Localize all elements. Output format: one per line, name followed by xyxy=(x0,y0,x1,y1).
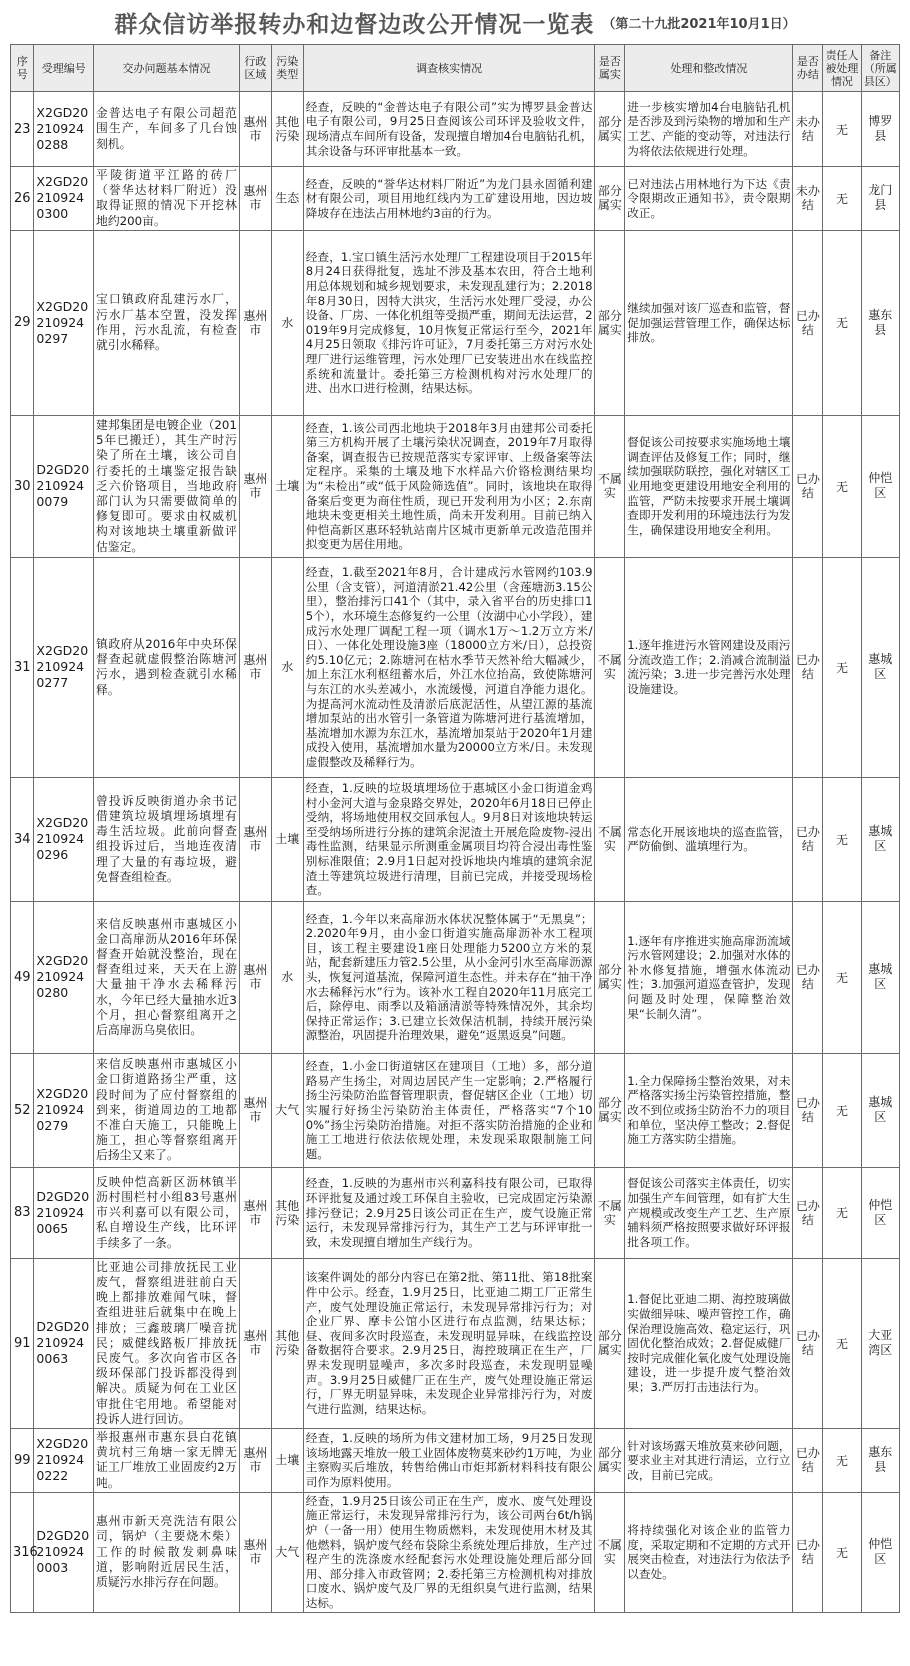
cell-issue: 来信反映惠州市惠城区小金口高扉沥从2016年环保督查开始就没整治，现在督查组过来，天天在上游大量抽干净水去稀释污水，今年已经大量抽水近3个月，担心督察组离开之后高扉沥乌臭依旧。 xyxy=(94,901,240,1053)
cell-investigation: 经查，1.该公司西北地块于2018年3月由建邦公司委托第三方机构开展了土壤污染状况调查，2019年7月取得备案，调查报告已按规范落实专家评审、上级备案等法定程序。采集的土壤及地下水样品六价铬检测结果均为“未检出”或“低于风险筛选值”。同时，该地块在取得备案后变更为商住性质，现已开发利用为小区；2.东南地块未变更相关土地性质，尚未开发利用。目前已纳入仲恺高新区惠环轻轨站南片区城市更新单元改造范围并拟变更为居住用地。 xyxy=(303,415,595,557)
cell-code: X2GD2021092402​96 xyxy=(34,777,94,901)
table-row xyxy=(11,1429,900,1493)
header-remark: 备注（所属县区） xyxy=(861,45,899,92)
cell-no: 52 xyxy=(11,1053,34,1167)
cell-no: 49 xyxy=(11,901,34,1053)
cell-investigation: 经查，1.今年以来高扉沥水体状况整体属于“无黑臭”；2.2020年9月，由小金口街道实施高扉沥补水工程项目，该工程主要建设1座日处理能力5200立方米的泵站，配套新建压力管2.5公里，从小金河引水至高扉沥源头，恢复河道基流，保障河道生态性。并未存在“抽干净水去稀释污水”行为。该补水工程自2020年11月底完工后，除停电、雨季以及箱涵清淤等特殊情况外，其余均保持正常运作；3.已建立长效保洁机制，持续开展污染源整治，巩固提升治理效果，避免“返黑返臭”问题。 xyxy=(303,901,595,1053)
cell-substantiated: 部分属实 xyxy=(595,1053,625,1167)
cell-region: 惠州市 xyxy=(239,557,271,777)
cell-no: 23 xyxy=(11,92,34,167)
cell-accountability: 无 xyxy=(823,557,861,777)
cell-no: 99 xyxy=(11,1429,34,1493)
cell-handling: 继续加强对该厂巡查和监管，督促加强运营管理工作，确保达标排放。 xyxy=(625,230,793,415)
header-no: 序号 xyxy=(11,45,34,92)
page-title: 群众信访举报转办和边督边改公开情况一览表 xyxy=(114,11,595,38)
cell-type: 生态 xyxy=(271,167,303,231)
cell-handling: 进一步核实增加4台电脑钻孔机是否涉及到污染物的增加和生产工艺、产能的变动等，对违法行为将依法依规进行处理。 xyxy=(625,92,793,167)
cell-remark: 惠城区 xyxy=(861,901,899,1053)
cell-investigation: 经查，1.宝口镇生活污水处理厂工程建设项目于2015年8月24日获得批复，选址不涉及基本农田，符合土地利用总体规划和城乡规划要求，未发现乱建行为；2.2018年8月30日，因特大洪灾，生活污水处理厂受浸，办公设备、厂房、一体化机组等受损严重，期间无法运营，2019年9月完成修复，10月恢复正常运行至今，2021年4月25日领取《排污许可证》，7月委托第三方对污水处理厂进行运维管理，污水处理厂已安装进出水在线监控系统和流量计。委托第三方检测机构对污水处理厂的进、出水口进行检测，结果达标。 xyxy=(303,230,595,415)
cell-handling: 督促该公司按要求实施场地土壤调查评估及修复工作；同时，继续加强联防联控，强化对辖区工业用地变更建设用地安全利用的监管，严防未按要求开展土壤调查即开发利用的环境违法行为发生，确保建设用地安全利用。 xyxy=(625,415,793,557)
cell-type: 水 xyxy=(271,901,303,1053)
table-row xyxy=(11,1258,900,1428)
header-row xyxy=(11,45,900,92)
cell-remark: 惠城区 xyxy=(861,557,899,777)
cell-no: 34 xyxy=(11,777,34,901)
cell-type: 土壤 xyxy=(271,777,303,901)
petition-table xyxy=(10,44,900,1613)
cell-issue: 金普达电子有限公司超范围生产，车间多了几台蚀刻机。 xyxy=(94,92,240,167)
cell-remark: 博罗县 xyxy=(861,92,899,167)
cell-accountability: 无 xyxy=(823,230,861,415)
table-row xyxy=(11,557,900,777)
cell-issue: 曾投诉反映街道办余书记借建筑垃圾填埋场填埋有毒生活垃圾。此前向督查组投诉过后，当地连夜清理了大量的有毒垃圾，避免督查组检查。 xyxy=(94,777,240,901)
cell-region: 惠州市 xyxy=(239,1258,271,1428)
page-subtitle: （第二十九批2021年10月1日） xyxy=(602,16,796,32)
cell-type: 土壤 xyxy=(271,415,303,557)
cell-remark: 惠东县 xyxy=(861,230,899,415)
cell-investigation: 经查，1.9月25日该公司正在生产，废水、废气处理设施正常运行，未发现异常排污行为，该公司两台6t/h锅炉（一备一用）使用生物质燃料，未发现使用木材及其他燃料，锅炉废气经布袋除尘系统处理后排放，生产过程产生的洗涤废水经配套污水处理设施处理后部分回用、部分排入市政管网；2.委托第三方检测机构对排放口废水、锅炉废气及厂界的无组织臭气进行监测，结果达标。 xyxy=(303,1492,595,1612)
cell-type: 其他污染 xyxy=(271,92,303,167)
cell-region: 惠州市 xyxy=(239,1492,271,1612)
cell-code: D2GD202109240079 xyxy=(34,415,94,557)
header-done: 是否办结 xyxy=(793,45,823,92)
cell-region: 惠州市 xyxy=(239,901,271,1053)
cell-accountability: 无 xyxy=(823,1167,861,1258)
cell-done: 已办结 xyxy=(793,1167,823,1258)
cell-done: 未办结 xyxy=(793,92,823,167)
cell-handling: 1.逐年有序推进实施高扉沥流域污水管网建设；2.加强对水体的补水修复措施，增强水体流动性；3.加强河道巡查管护，发现问题及时处理，保障整治效果“长制久清”。 xyxy=(625,901,793,1053)
cell-accountability: 无 xyxy=(823,1429,861,1493)
cell-code: X2GD202109240297 xyxy=(34,230,94,415)
cell-code: X2GD2021092402​79 xyxy=(34,1053,94,1167)
table-row xyxy=(11,415,900,557)
cell-handling: 1.逐年推进污水管网建设及雨污分流改造工作；2.消减合流制溢流污染；3.进一步完善污水处理设施建设。 xyxy=(625,557,793,777)
cell-issue: 惠州市新天亮洗洁有限公司，锅炉（主要烧木柴）工作的时候散发刺鼻味道，影响附近居民生活，质疑污水排污存在问题。 xyxy=(94,1492,240,1612)
cell-investigation: 经查，1.反映的场所为伟文建材加工场，9月25日发现该场地露天堆放一般工业固体废物莫来砂约1万吨，为业主察购买后堆放，转售给佛山市炬邦新材料科技有限公司作为原料使用。 xyxy=(303,1429,595,1493)
cell-handling: 1.全力保障扬尘整治效果，对未严格落实扬尘污染管控措施，整改不到位或扬尘防治不力的项目和单位，坚决停工整改；2.督促施工方落实防尘措施。 xyxy=(625,1053,793,1167)
header-investigation: 调查核实情况 xyxy=(303,45,595,92)
cell-investigation: 经查，1.反映的垃圾填埋场位于惠城区小金口街道金鸡村小金河大道与金泉路交界处，2020年6月18日已停止受纳，将场地使用权交回承包人。9月8日对该地块转运至受纳场所进行分拣的建筑余泥渣土开展危险废物-浸出毒性监测，结果显示所测重金属项目均符合浸出毒性鉴别标准限值；2.9月1日起对投诉地块内堆填的建筑余泥渣土等建筑垃圾进行清理，目前已完成，并接受现场检查。 xyxy=(303,777,595,901)
cell-type: 水 xyxy=(271,230,303,415)
cell-region: 惠州市 xyxy=(239,1429,271,1493)
cell-substantiated: 不属实 xyxy=(595,777,625,901)
cell-region: 惠州市 xyxy=(239,415,271,557)
table-row xyxy=(11,167,900,231)
header-code: 受理编号 xyxy=(34,45,94,92)
cell-type: 土壤 xyxy=(271,1429,303,1493)
cell-done: 已办结 xyxy=(793,901,823,1053)
cell-investigation: 经查，1.小金口街道辖区在建项目（工地）多，部分道路易产生扬尘，对周边居民产生一定影响；2.严格履行扬尘污染防治监督管理职责，督促辖区企业（工地）切实履行好扬尘污染防治主体责任，严格落实“7个100%”扬尘污染防治措施。对拒不落实防治措施的企业和施工工地进行依法依规处理，未发现采取限制施工问题。 xyxy=(303,1053,595,1167)
cell-remark: 大亚湾区 xyxy=(861,1258,899,1428)
cell-done: 已办结 xyxy=(793,777,823,901)
cell-issue: 反映仲恺高新区沥林镇半沥村围栏村小组83号惠州市兴利嘉可以有限公司，私自增设生产线，比环评手续多了一条。 xyxy=(94,1167,240,1258)
cell-type: 水 xyxy=(271,557,303,777)
cell-substantiated: 不属实 xyxy=(595,557,625,777)
cell-remark: 龙门县 xyxy=(861,167,899,231)
cell-remark: 仲恺区 xyxy=(861,415,899,557)
cell-investigation: 经查，反映的“金普达电子有限公司”实为博罗县金普达电子有限公司，9月25日查阅该公司环评及验收文件，现场清点车间所有设备，发现擅自增加4台电脑钻孔机，其余设备与环评审批基本一致。 xyxy=(303,92,595,167)
table-row xyxy=(11,1053,900,1167)
cell-region: 惠州市 xyxy=(239,1167,271,1258)
cell-done: 已办结 xyxy=(793,557,823,777)
cell-region: 惠州市 xyxy=(239,230,271,415)
cell-no: 26 xyxy=(11,167,34,231)
cell-substantiated: 部分属实 xyxy=(595,901,625,1053)
cell-handling: 将持续强化对该企业的监管力度，采取定期和不定期的方式开展突击检查，对违法行为依法予以查处。 xyxy=(625,1492,793,1612)
table-row xyxy=(11,901,900,1053)
cell-issue: 举报惠州市惠东县白花镇黄坑村三角塘一家无牌无证工厂堆放工业固废约2万吨。 xyxy=(94,1429,240,1493)
cell-substantiated: 部分属实 xyxy=(595,1258,625,1428)
cell-remark: 仲恺区 xyxy=(861,1167,899,1258)
header-region: 行政区域 xyxy=(239,45,271,92)
cell-no: 91 xyxy=(11,1258,34,1428)
header-handling: 处理和整改情况 xyxy=(625,45,793,92)
cell-substantiated: 部分属实 xyxy=(595,92,625,167)
cell-no: 31 xyxy=(11,557,34,777)
cell-type: 大气 xyxy=(271,1053,303,1167)
cell-accountability: 无 xyxy=(823,1053,861,1167)
cell-type: 其他污染 xyxy=(271,1167,303,1258)
table-row xyxy=(11,92,900,167)
cell-issue: 宝口镇政府乱建污水厂，污水厂基本空置，没发挥作用，污水乱流，有检查就引水稀释。 xyxy=(94,230,240,415)
table-row xyxy=(11,1492,900,1612)
cell-accountability: 无 xyxy=(823,415,861,557)
cell-accountability: 无 xyxy=(823,92,861,167)
title-bar xyxy=(0,0,910,44)
cell-region: 惠州市 xyxy=(239,1053,271,1167)
cell-investigation: 经查，1.反映的为惠州市兴利嘉科技有限公司，已取得环评批复及通过竣工环保自主验收，已完成固定污染源排污登记；2.9月25日该公司正在生产，废气设施正常运行，未发现异常排污行为，其生产工艺与环评审批一致，未发现擅自增加生产线行为。 xyxy=(303,1167,595,1258)
cell-accountability: 无 xyxy=(823,1492,861,1612)
cell-code: X2GD2021092402​22 xyxy=(34,1429,94,1493)
cell-done: 已办结 xyxy=(793,1429,823,1493)
cell-no: 316 xyxy=(11,1492,34,1612)
cell-done: 未办结 xyxy=(793,167,823,231)
cell-accountability: 无 xyxy=(823,167,861,231)
cell-substantiated: 部分属实 xyxy=(595,1429,625,1493)
cell-issue: 平陵街道平江路的砖厂（誉华达材料厂附近）没取得证照的情况下开挖林地约200亩。 xyxy=(94,167,240,231)
cell-substantiated: 不属实 xyxy=(595,1167,625,1258)
cell-code: D2GD2021092400​03 xyxy=(34,1492,94,1612)
cell-remark: 惠城区 xyxy=(861,777,899,901)
cell-no: 30 xyxy=(11,415,34,557)
header-substantiated: 是否属实 xyxy=(595,45,625,92)
cell-accountability: 无 xyxy=(823,1258,861,1428)
cell-issue: 比亚迪公司排放抚民工业废气，督察组进驻前白天晚上都排放难闻气味，督查组进驻后就集中在晚上排放；三鑫玻璃厂噪音扰民；威健线路板厂排放抚民废气。多次向省市区各级环保部门投诉都没得到解决。质疑为何在工业区审批住宅用地。希望能对投诉人进行回访。 xyxy=(94,1258,240,1428)
cell-handling: 1.督促比亚迪二期、海控玻璃做实做细异味、噪声管控工作，确保治理设施高效、稳定运行，巩固优化整治成效；2.督促威健厂按时完成催化氧化废气处理设施建设，进一步提升废气整治效果；3.严厉打击违法行为。 xyxy=(625,1258,793,1428)
header-type: 污染类型 xyxy=(271,45,303,92)
cell-issue: 来信反映惠州市惠城区小金口街道路扬尘严重，这段时间为了应付督察组的到来，街道周边的工地都不准白天施工，只能晚上施工，担心等督察组离开后扬尘又来了。 xyxy=(94,1053,240,1167)
cell-handling: 已对违法占用林地行为下达《责令限期改正通知书》，责令限期改正。 xyxy=(625,167,793,231)
cell-code: X2GD202109240300 xyxy=(34,167,94,231)
cell-done: 已办结 xyxy=(793,1492,823,1612)
table-row xyxy=(11,777,900,901)
cell-done: 已办结 xyxy=(793,1053,823,1167)
cell-remark: 惠东县 xyxy=(861,1429,899,1493)
cell-code: D2GD2021092400​63 xyxy=(34,1258,94,1428)
cell-substantiated: 不属实 xyxy=(595,415,625,557)
cell-done: 已办结 xyxy=(793,415,823,557)
cell-code: X2GD202109240277 xyxy=(34,557,94,777)
cell-done: 已办结 xyxy=(793,1258,823,1428)
table-row xyxy=(11,1167,900,1258)
table-row xyxy=(11,230,900,415)
cell-region: 惠州市 xyxy=(239,167,271,231)
cell-done: 已办结 xyxy=(793,230,823,415)
cell-code: D2GD2021092400​65 xyxy=(34,1167,94,1258)
cell-type: 大气 xyxy=(271,1492,303,1612)
cell-accountability: 无 xyxy=(823,901,861,1053)
cell-investigation: 经查，反映的“誉华达材料厂附近”为龙门县永固循利建材有限公司，项目用地红线内为工矿建设用地，因边坡降坡存在违法占用林地约3亩的行为。 xyxy=(303,167,595,231)
cell-handling: 常态化开展该地块的巡查监管，严防偷倒、滥填埋行为。 xyxy=(625,777,793,901)
cell-substantiated: 部分属实 xyxy=(595,230,625,415)
cell-investigation: 该案件调处的部分内容已在第2批、第11批、第18批案件中公示。经查，1.9月25日，比亚迪二期工厂正常生产，废气处理设施正常运行，未发现异常排污行为；对企业厂界、摩卡公馆小区进行布点监测，结果达标；昼、夜间多次时段巡查，未发现明显异味，在线监控设备数据符合要求。2.9月25日，海控玻璃正在生产，厂界未发现明显噪声，多次多时段巡查，未发现明显噪声。3.9月25日威健厂正在生产，废气处理设施正常运行，厂界无明显异味，未发现企业异常排污行为，对废气进行监测，结果达标。 xyxy=(303,1258,595,1428)
cell-code: X2GD202109240288 xyxy=(34,92,94,167)
header-accountability: 责任人被处理情况 xyxy=(823,45,861,92)
cell-issue: 建邦集团是电镀企业（2015年已搬迁），其生产时污染了所在土壤，该公司自行委托的土壤鉴定报告缺乏六价铬项目，当地政府部门认为只需要做简单的修复即可。要求由权威机构对该地块土壤重新做评估鉴定。 xyxy=(94,415,240,557)
cell-no: 29 xyxy=(11,230,34,415)
header-issue: 交办问题基本情况 xyxy=(94,45,240,92)
cell-handling: 督促该公司落实主体责任，切实加强生产车间管理，如有扩大生产规模或改变生产工艺、生产原辅料须严格按照要求做好环评报批各项工作。 xyxy=(625,1167,793,1258)
cell-handling: 针对该场露天堆放莫来砂问题，要求业主对其进行清运，立行立改，目前已完成。 xyxy=(625,1429,793,1493)
cell-substantiated: 部分属实 xyxy=(595,167,625,231)
cell-region: 惠州市 xyxy=(239,777,271,901)
cell-remark: 仲恺区 xyxy=(861,1492,899,1612)
cell-no: 83 xyxy=(11,1167,34,1258)
cell-issue: 镇政府从2016年中央环保督查起就虚假整治陈塘河污水，遇到检查就引水稀释。 xyxy=(94,557,240,777)
cell-remark: 惠城区 xyxy=(861,1053,899,1167)
cell-substantiated: 不属实 xyxy=(595,1492,625,1612)
cell-type: 其他污染 xyxy=(271,1258,303,1428)
cell-accountability: 无 xyxy=(823,777,861,901)
cell-investigation: 经查，1.截至2021年8月，合计建成污水管网约103.9公里（含支管），河道清淤21.42公里（含莲塘沥3.15公里），整治排污口41个（其中，录入省平台的历史排口15个），水环境生态修复约一公里（汝湖中心小学段），建成污水处理厂调配工程一项（调水1万～1.2万立方米/日）、一体化处理设施3座（18000立方米/日），总投资约5.10亿元；2.陈塘河在枯水季节天然补给大幅减少，加上东江水利枢纽蓄水后，外江水位抬高，致使陈塘河与东江的水头差减小，水流缓慢，河道自净能力退化。为提高河水流动性及清淤后底泥活性，从望江源的基流增加泵站的出水管引一条管道为陈塘河进行基流增加，基流增加水源为东江水，基流增加泵站于2020年1月建成投入使用，基流增加水量为20000立方米/日。未发现虚假整改及稀释行为。 xyxy=(303,557,595,777)
cell-code: X2GD202109240280 xyxy=(34,901,94,1053)
cell-region: 惠州市 xyxy=(239,92,271,167)
